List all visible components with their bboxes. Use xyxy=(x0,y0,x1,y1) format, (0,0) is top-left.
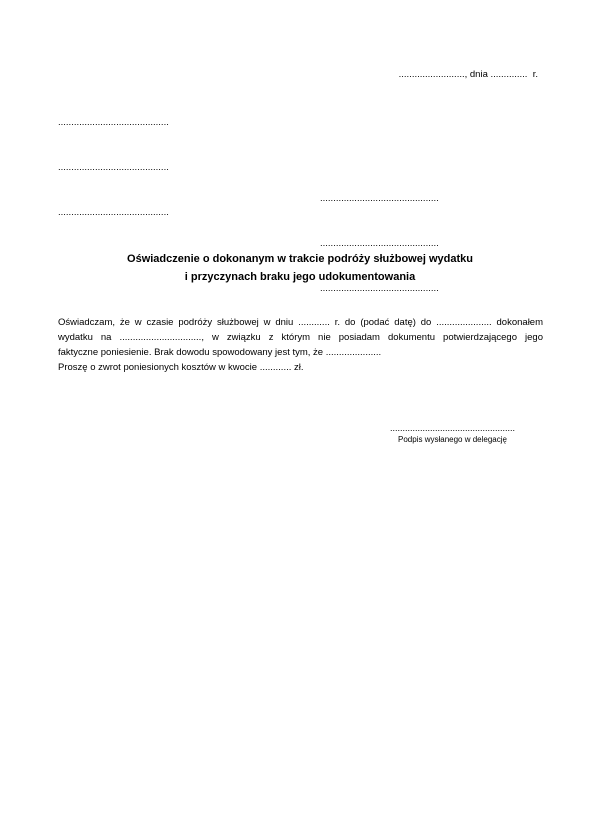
recipient-dotted-line: ............................................. xyxy=(320,238,439,249)
signature-block xyxy=(389,423,516,445)
signature-caption: Podpis wysłanego w delegację xyxy=(398,435,507,444)
statement-line: Oświadczam, że w czasie podróży służbowej w dniu ............ r. do (podać datę) do ..................... dokonałem xyxy=(58,317,543,328)
sender-address-block xyxy=(58,85,169,250)
title-line-1: Oświadczenie o dokonanym w trakcie podróży służbowej wydatku xyxy=(127,253,473,265)
statement-line: faktyczne poniesienie. Brak dowodu spowodowany jest tym, że ..................... xyxy=(58,347,382,358)
document-title xyxy=(0,250,600,286)
signature-dotted-line: .................................................. xyxy=(389,423,516,433)
sender-dotted-line: .......................................... xyxy=(58,162,169,173)
title-line-2: i przyczynach braku jego udokumentowania xyxy=(184,271,416,283)
recipient-dotted-line: ............................................. xyxy=(320,193,439,204)
sender-dotted-line: .......................................... xyxy=(58,207,169,218)
statement-paragraph xyxy=(58,315,543,375)
recipient-block xyxy=(320,161,439,326)
recipient-dotted-line: ............................................. xyxy=(320,283,439,294)
statement-line: wydatku na ..............................., w związku z którym nie posiadam dokumentu potwierdzającego jego xyxy=(58,332,543,343)
statement-line: Proszę o zwrot poniesionych kosztów w kwocie ............ zł. xyxy=(58,362,304,373)
date-line: ........................., dnia .............. r. xyxy=(398,69,538,80)
sender-dotted-line: .......................................... xyxy=(58,117,169,128)
